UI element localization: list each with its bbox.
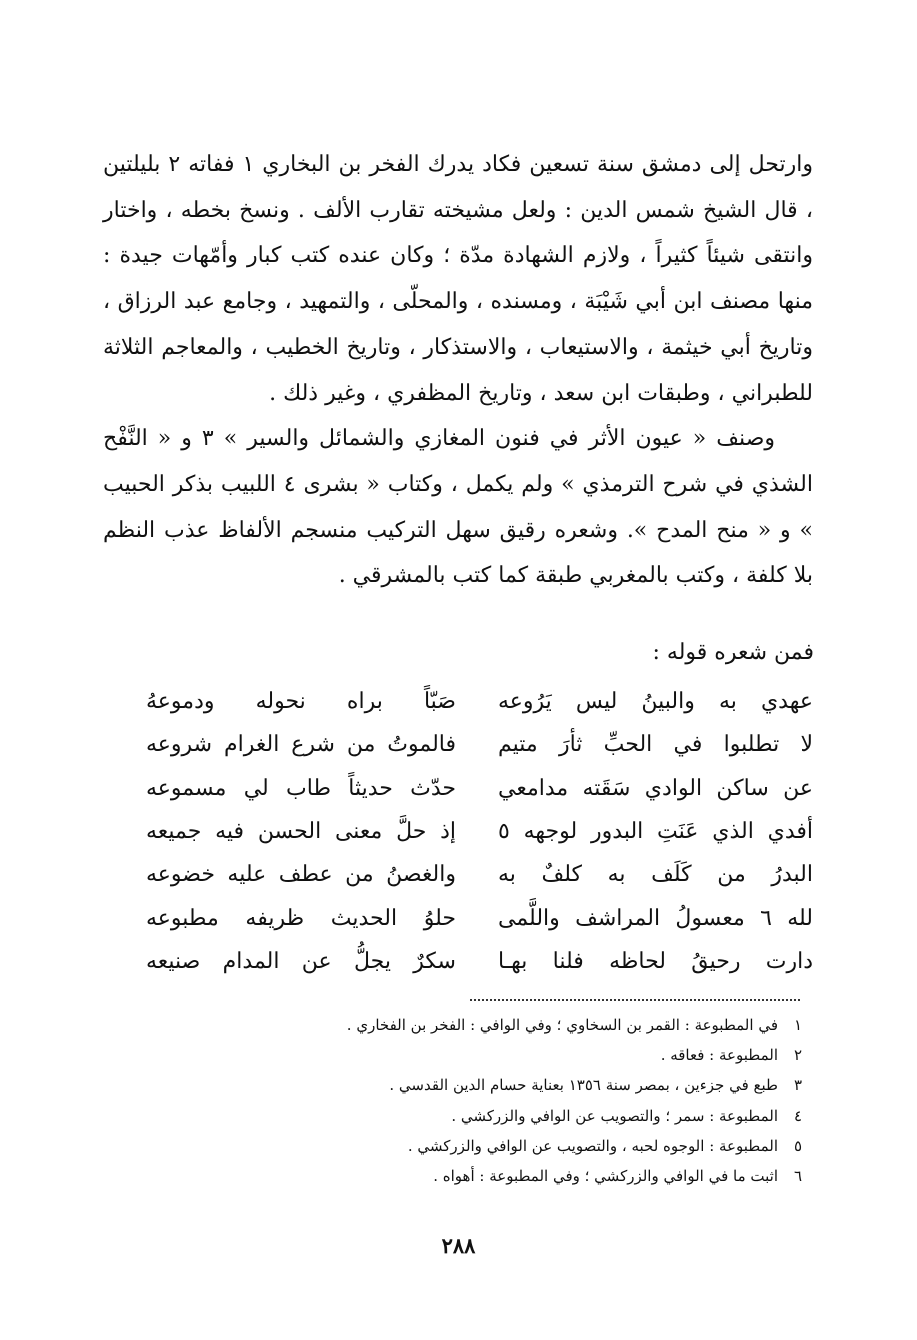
poem-verse [146, 940, 813, 983]
footnote-text: في المطبوعة : القمر بن السخاوي ؛ وفي الوافي : الفخر بن الفخاري . [346, 1016, 778, 1035]
verse-second-hemistich: سكرٌ يجلُّ عن المدام صنيعه [146, 948, 456, 974]
verse-second-hemistich: فالموتُ من شرع الغرام شروعه [146, 732, 456, 758]
paragraph-1: وارتحل إلى دمشق سنة تسعين فكاد يدرك الفخر بن البخاري ١ ففاته ٢ بليلتين ، قال الشيخ شمس الدين : ولعل مشيخته تقارب الألف . ونسخ بخطه ، واختار وانتقى شيئاً كثيراً ، ولازم الشهادة مدّة ؛ وكان عنده كتب كبار وأمّهات جيدة : منها مصنف ابن أبي شَيْبَة ، ومسنده ، والمحلّى ، والتمهيد ، وجامع عبد الرزاق ، وتاريخ أبي خيثمة ، والاستيعاب ، والاستذكار ، وتاريخ الخطيب ، والمعاجم الثلاثة للطبراني ، وطبقات ابن سعد ، وتاريخ المظفري ، وغير ذلك . [103, 152, 813, 406]
page-number: ٢٨٨ [441, 1233, 476, 1258]
footnote [182, 1161, 802, 1191]
footnote-text: المطبوعة : فعاقه . [660, 1046, 778, 1065]
footnote-number: ٥ [793, 1136, 802, 1155]
footnote-text: اثبت ما في الوافي والزركشي ؛ وفي المطبوعة : أهواه . [433, 1167, 778, 1186]
footnote-text: المطبوعة : سمر ؛ والتصويب عن الوافي والزركشي . [451, 1106, 778, 1125]
poem [146, 680, 813, 983]
verse-first-hemistich: لا تطلبوا في الحبِّ ثأرَ متيم [498, 732, 813, 758]
paragraph-2: وصنف « عيون الأثر في فنون المغازي والشمائل والسير » ٣ و « النَّفْح الشذي في شرح الترمذي » ولم يكمل ، وكتاب « بشرى ٤ اللبيب بذكر الحبيب » و « منح المدح ». وشعره رقيق سهل التركيب منسجم الألفاظ عذب النظم بلا كلفة ، وكتب بالمغربي طبقة كما كتب بالمشرقي . [103, 426, 813, 589]
poem-verse [146, 853, 813, 896]
verse-second-hemistich: صَبّاً براه نحوله ودموعهُ [146, 689, 456, 715]
poem-verse [146, 680, 813, 723]
verse-first-hemistich: البدرُ من كَلَف به كلفٌ به [498, 862, 813, 888]
footnote [182, 1131, 802, 1161]
footnote-separator [470, 999, 800, 1001]
verse-first-hemistich: عن ساكن الوادي سَقَته مدامعي [498, 775, 813, 801]
footnote-number: ٣ [793, 1076, 802, 1095]
footnote-number: ٦ [793, 1167, 802, 1186]
footnote-number: ٢ [793, 1046, 802, 1065]
poem-intro: فمن شعره قوله : [652, 640, 814, 665]
verse-first-hemistich: عهدي به والبينُ ليس يَرُوعه [498, 689, 813, 715]
footnote [182, 1040, 802, 1070]
footnote-number: ٤ [793, 1106, 802, 1125]
verse-second-hemistich: حلوُ الحديث ظريفه مطبوعه [146, 905, 456, 931]
poem-verse [146, 896, 813, 939]
verse-second-hemistich: والغصنُ من عطف عليه خضوعه [146, 862, 456, 888]
main-text [103, 142, 813, 599]
verse-second-hemistich: إذ حلَّ معنى الحسن فيه جميعه [146, 819, 456, 845]
verse-first-hemistich: أفدي الذي عَنَتِ البدور لوجهه ٥ [498, 819, 813, 845]
poem-verse [146, 767, 813, 810]
footnote [182, 1101, 802, 1131]
poem-verse [146, 723, 813, 766]
verse-first-hemistich: لله ٦ معسولُ المراشف واللَّمى [498, 905, 813, 931]
footnote-text: طبع في جزءين ، بمصر سنة ١٣٥٦ بعناية حسام الدين القدسي . [389, 1076, 778, 1095]
poem-verse [146, 810, 813, 853]
verse-first-hemistich: دارت رحيقُ لحاظه فلنا بهـا [498, 948, 813, 974]
footnote [182, 1070, 802, 1100]
footnotes [182, 1010, 802, 1191]
footnote-text: المطبوعة : الوجوه لحبه ، والتصويب عن الوافي والزركشي . [407, 1136, 778, 1155]
footnote-number: ١ [793, 1016, 802, 1035]
verse-second-hemistich: حدّث حديثاً طاب لي مسموعه [146, 775, 456, 801]
footnote [182, 1010, 802, 1040]
